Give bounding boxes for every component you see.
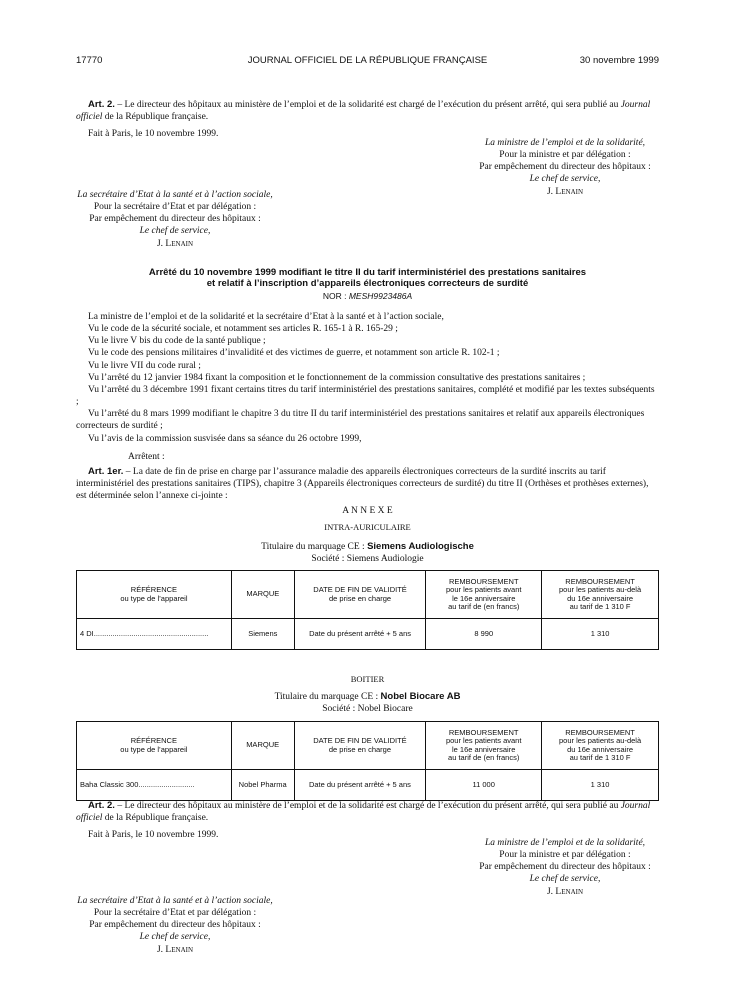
cell-remb-avant: 8 990 <box>426 619 542 650</box>
page-number: 17770 <box>76 55 103 66</box>
cell-reference: Baha Classic 300........................... <box>77 770 232 801</box>
visa: Vu l’avis de la commission susvisée dans sa séance du 26 octobre 1999, <box>88 433 362 444</box>
visa: Vu le code de la sécurité sociale, et notamment ses articles R. 165-1 à R. 165-29 ; <box>88 324 398 335</box>
col-marque: MARQUE <box>231 722 294 770</box>
annexe-title: A N N E X E <box>342 506 393 516</box>
visa: Vu le livre VII du code rural ; <box>88 360 201 371</box>
col-reference: RÉFÉRENCE ou type de l’appareil <box>77 722 232 770</box>
signature-secretaire-bottom: La secrétaire d’Etat à la santé et à l’action sociale, Pour la secrétaire d’Etat et par délégation : Par empêchement du directeur des hôpitaux : Le chef de service, J. Lenain <box>77 896 273 955</box>
titulaire-nobel: Titulaire du marquage CE : Nobel Biocare AB <box>274 691 461 702</box>
cell-date: Date du présent arrêté + 5 ans <box>294 770 426 801</box>
issue-date: 30 novembre 1999 <box>579 55 659 66</box>
col-remb-avant: REMBOURSEMENT pour les patients avant le 16e anniversaire au tarif de (en francs) <box>426 571 542 619</box>
col-date-fin: DATE DE FIN DE VALIDITÉ de prise en charge <box>294 571 426 619</box>
table-intra-auriculaire <box>76 570 659 650</box>
visa: La ministre de l’emploi et de la solidarité et la secrétaire d’Etat à la santé et à l’action sociale, <box>88 312 444 322</box>
cell-reference: 4 DI....................................................... <box>77 619 232 650</box>
bottom-article-2: Art. 2. – Le directeur des hôpitaux au ministère de l’emploi et de la solidarité est chargé de l’exécution du présent arrêté, qui sera publié au Journal officiel de la République française. Fait à Paris, le 10 novembre 1999. <box>76 800 659 841</box>
col-remb-dela: REMBOURSEMENT pour les patients au-delà du 16e anniversaire au tarif de 1 310 F <box>542 571 659 619</box>
table-header-row <box>77 571 659 619</box>
nor-reference: NOR : MESH9923486A <box>322 290 413 301</box>
journal-title: JOURNAL OFFICIEL DE LA RÉPUBLIQUE FRANÇAISE <box>247 55 488 66</box>
titulaire-siemens: Titulaire du marquage CE : Siemens Audiologische <box>261 541 474 552</box>
visa: Vu l’arrêté du 3 décembre 1991 fixant certains titres du tarif interministériel des prestations sanitaires, complété et modifié par les textes subséquents ; <box>76 384 655 408</box>
signature-secretaire-top: La secrétaire d’Etat à la santé et à l’action sociale, Pour la secrétaire d’Etat et par délégation : Par empêchement du directeur des hôpitaux : Le chef de service, J. Lenain <box>77 190 273 249</box>
societe-nobel: Société : Nobel Biocare <box>322 704 413 714</box>
col-marque: MARQUE <box>231 571 294 619</box>
section-intra-auriculaire: INTRA-AURICULAIRE <box>324 522 411 532</box>
col-reference: RÉFÉRENCE ou type de l’appareil <box>77 571 232 619</box>
cell-remb-dela: 1 310 <box>542 619 659 650</box>
top-article-2: Art. 2. – Le directeur des hôpitaux au ministère de l’emploi et de la solidarité est chargé de l’exécution du présent arrêté, qui sera publié au Journal officiel de la République française. Fait à Paris, le 10 novembre 1999. <box>76 99 659 140</box>
visa: Vu le livre V bis du code de la santé publique ; <box>88 336 266 347</box>
signature-ministre-bottom: La ministre de l’emploi et de la solidarité, Pour la ministre et par délégation : Par empêchement du directeur des hôpitaux : Le chef de service, J. Lenain <box>479 838 651 897</box>
section-boitier: BOITIER <box>350 674 385 684</box>
arrete-title: Arrêté du 10 novembre 1999 modifiant le titre II du tarif interministériel des prestations sanitaires et relatif à l’inscription d’appareils électroniques correcteurs de surdité NOR : MESH9923486A <box>76 268 659 302</box>
cell-remb-dela: 1 310 <box>542 770 659 801</box>
fait-a-paris: Fait à Paris, le 10 novembre 1999. <box>88 129 219 140</box>
cell-date: Date du présent arrêté + 5 ans <box>294 619 426 650</box>
fait-a-paris: Fait à Paris, le 10 novembre 1999. <box>88 830 219 841</box>
table-row <box>77 770 659 801</box>
table-header-row <box>77 722 659 770</box>
societe-siemens: Société : Siemens Audiologie <box>311 554 424 564</box>
visas <box>76 311 659 502</box>
cell-remb-avant: 11 000 <box>426 770 542 801</box>
signature-ministre-top: La ministre de l’emploi et de la solidarité, Pour la ministre et par délégation : Par empêchement du directeur des hôpitaux : Le chef de service, J. Lenain <box>479 138 651 197</box>
table-boitier <box>76 721 659 801</box>
cell-marque: Nobel Pharma <box>231 770 294 801</box>
col-date-fin: DATE DE FIN DE VALIDITÉ de prise en charge <box>294 722 426 770</box>
art2-label: Art. 2. <box>88 99 115 110</box>
visa: Vu l’arrêté du 8 mars 1999 modifiant le chapitre 3 du titre II du tarif interministériel des prestations sanitaires et relatif aux appareils électroniques correcteurs de surdité ; <box>76 409 645 432</box>
article-1: Art. 1er. – La date de fin de prise en charge par l’assurance maladie des appareils électroniques correcteurs de la surdité inscrits au tarif interministériel des prestations sanitaires (TIPS), chapitre 3 (Appareils électroniques correcteurs de surdité) du titre II (Orthèses et prothèses externes), est déterminée selon l’annexe ci-jointe : <box>76 465 649 502</box>
table-row <box>77 619 659 650</box>
arretent: Arrêtent : <box>128 451 165 462</box>
visa: Vu le code des pensions militaires d’invalidité et des victimes de guerre, et notamment son article R. 102-1 ; <box>88 348 500 359</box>
col-remb-dela: REMBOURSEMENT pour les patients au-delà du 16e anniversaire au tarif de 1 310 F <box>542 722 659 770</box>
col-remb-avant: REMBOURSEMENT pour les patients avant le 16e anniversaire au tarif de (en francs) <box>426 722 542 770</box>
visa: Vu l’arrêté du 12 janvier 1984 fixant la composition et le fonctionnement de la commission consultative des prestations sanitaires ; <box>88 372 586 383</box>
cell-marque: Siemens <box>231 619 294 650</box>
